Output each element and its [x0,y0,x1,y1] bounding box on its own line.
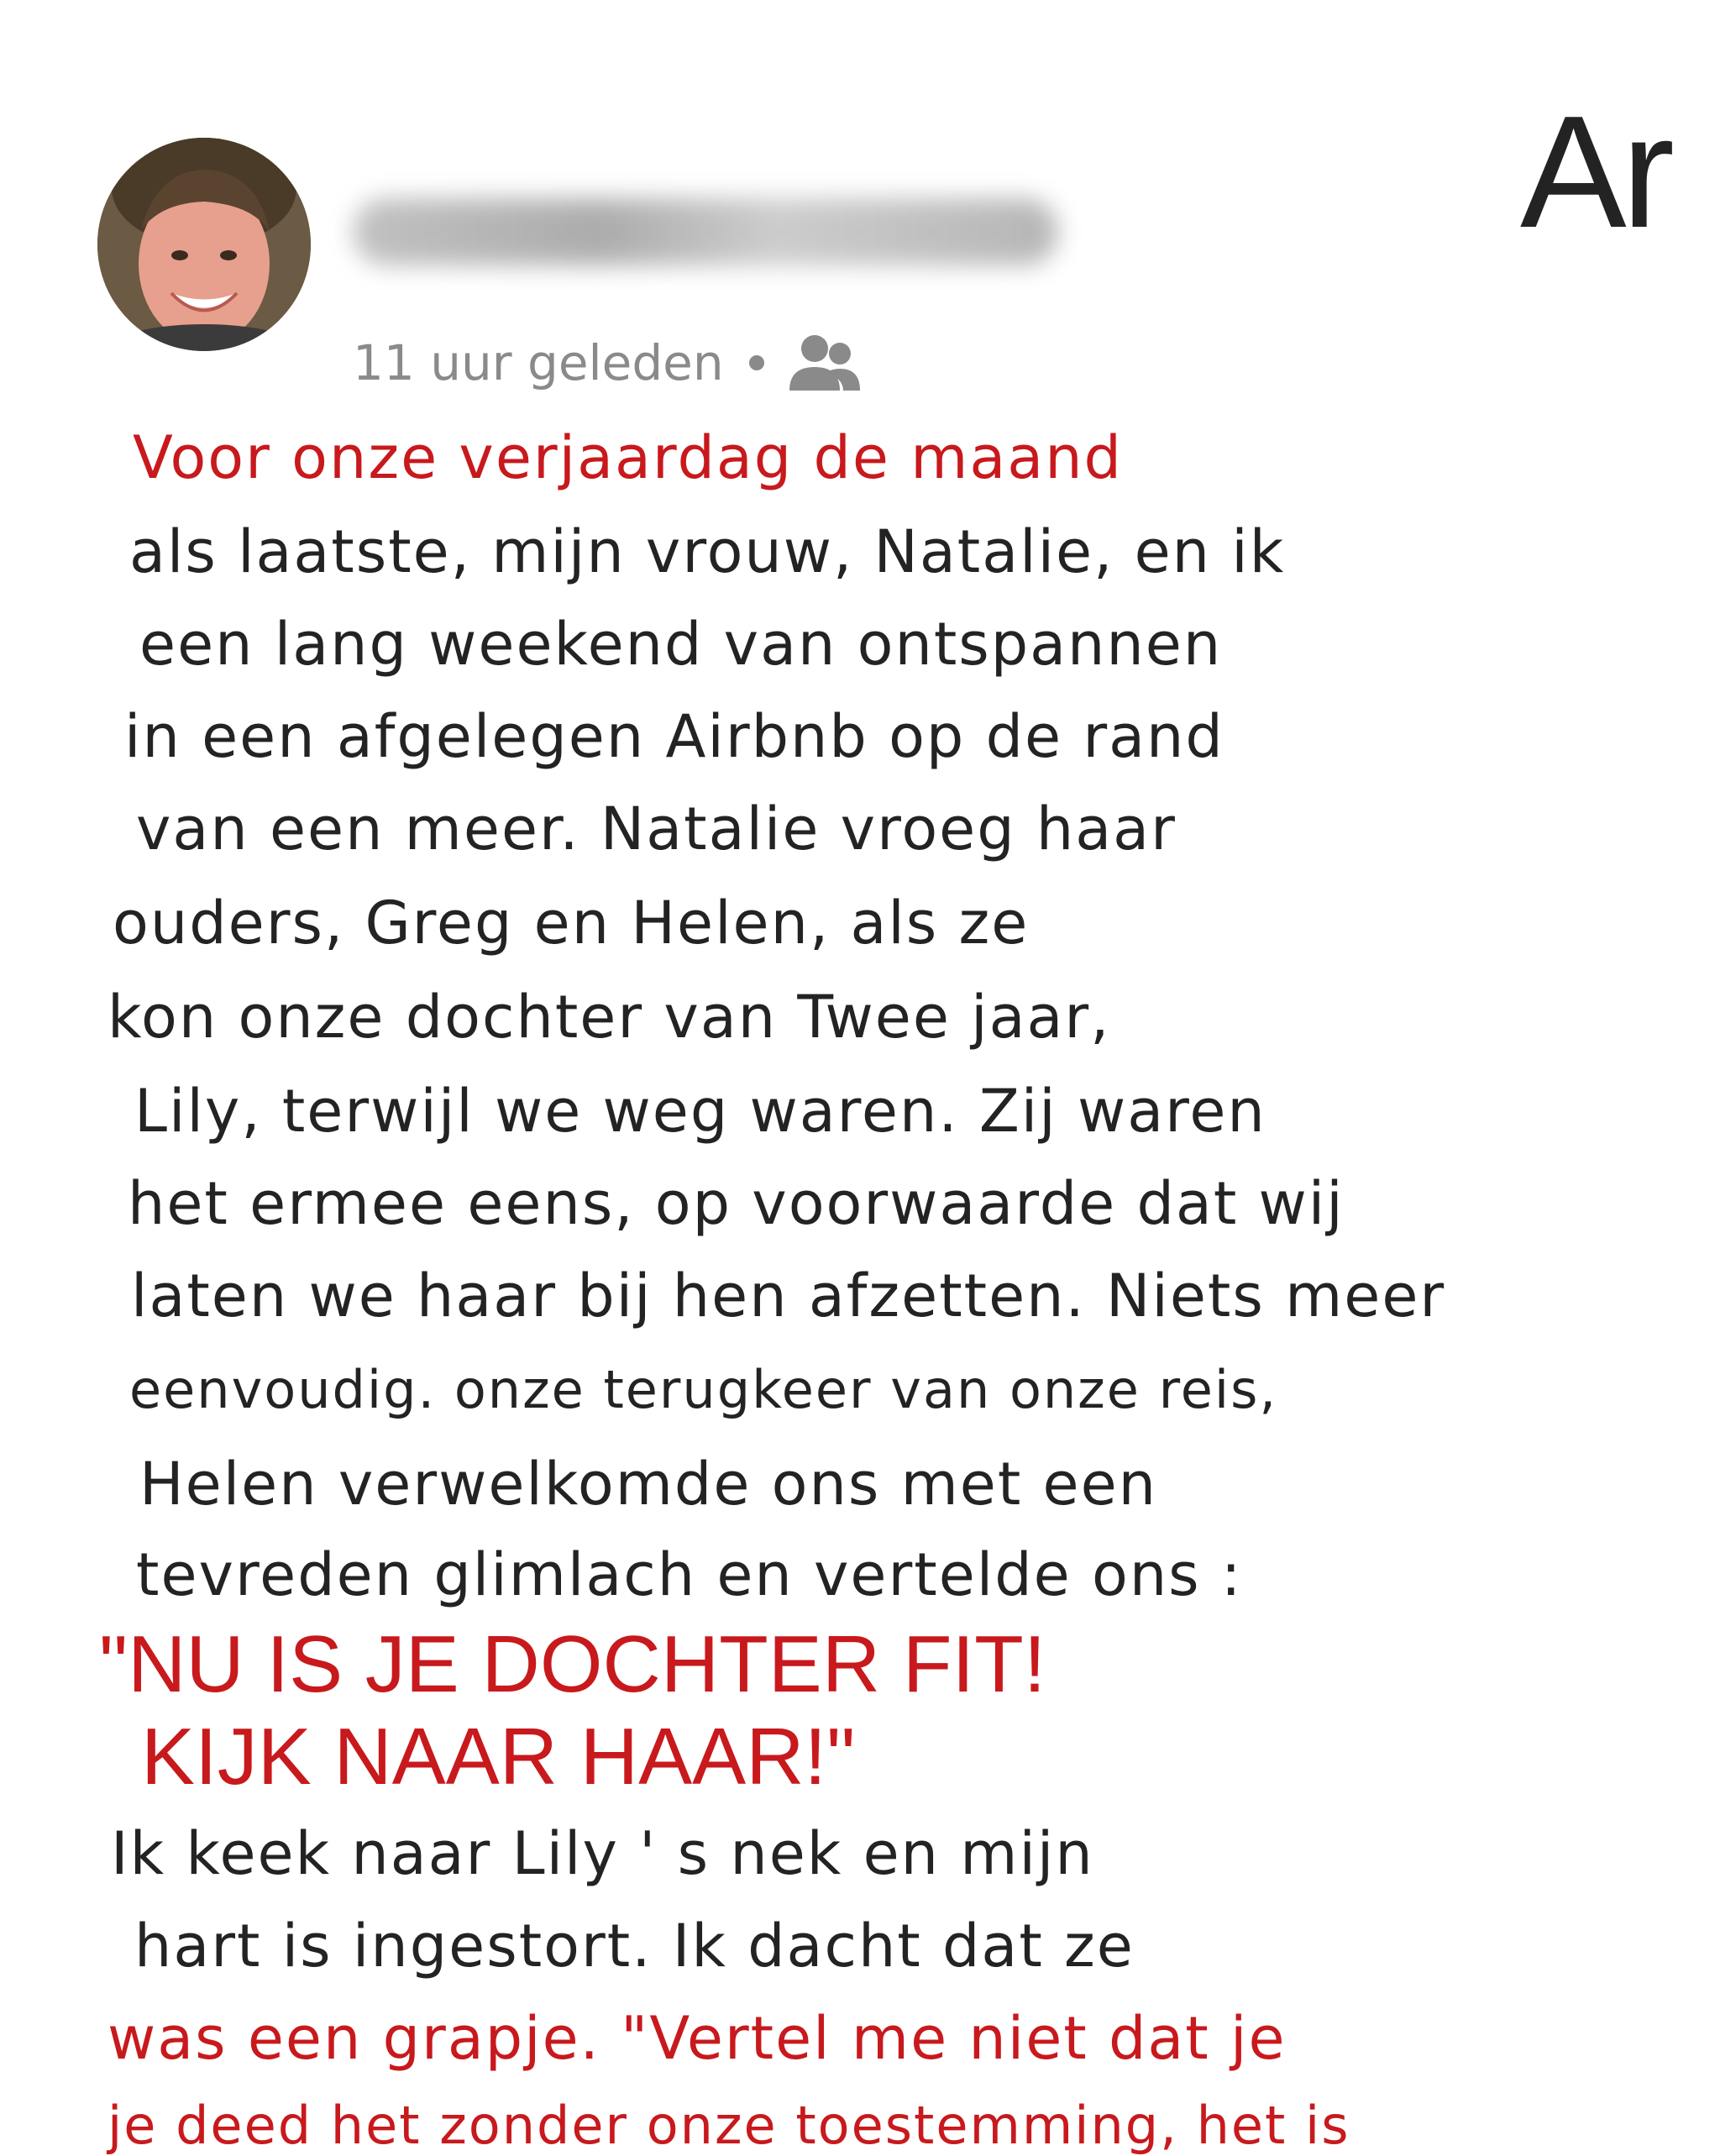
friends-icon[interactable] [786,330,862,396]
story-line-8: Lily, terwijl we weg waren. Zij waren [134,1077,1266,1146]
story-line-10: laten we haar bij hen afzetten. Niets meer [131,1262,1446,1330]
quote-line-2: KIJK NAAR HAAR!" [141,1712,856,1802]
story-line-12: Helen verwelkomde ons met een [139,1450,1158,1519]
story-line-2: als laatste, mijn vrouw, Natalie, en ik [129,517,1286,586]
story-line-5: van een meer. Natalie vroeg haar [136,795,1177,863]
avatar[interactable] [97,138,311,351]
story-line-9: het ermee eens, op voorwaarde dat wij [128,1169,1345,1238]
post-meta [353,329,862,396]
story-line-4: in een afgelegen Airbnb op de rand [124,702,1224,771]
story-line-3: een lang weekend van ontspannen [139,610,1223,679]
story-line-11: eenvoudig. onze terugkeer van onze reis, [129,1359,1278,1420]
brand-logo: Ar [1520,83,1670,261]
separator-dot [749,355,764,370]
quote-line-1: "NU IS JE DOCHTER FIT! [99,1619,1046,1709]
profile-photo [97,138,311,351]
story-line-1: Voor onze verjaardag de maand [133,423,1123,492]
story-line-15: hart is ingestort. Ik dacht dat ze [134,1912,1135,1980]
story-line-14: Ik keek naar Lily ' s nek en mijn [111,1819,1094,1888]
timestamp[interactable]: 11 uur geleden [353,334,724,391]
story-line-17: je deed het zonder onze toestemming, het is [108,2095,1350,2156]
username-blurred[interactable] [353,198,1058,265]
story-line-16: was een grapje. "Vertel me niet dat je [108,2004,1287,2073]
story-line-6: ouders, Greg en Helen, als ze [113,889,1030,957]
story-line-7: kon onze dochter van Twee jaar, [108,983,1111,1052]
story-line-13: tevreden glimlach en vertelde ons : [136,1540,1243,1609]
